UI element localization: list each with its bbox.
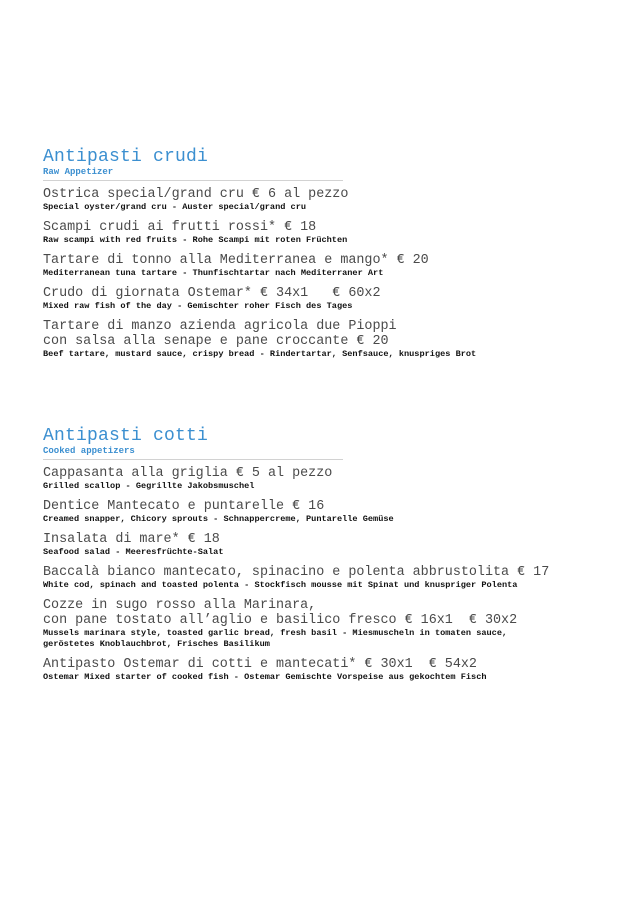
menu-item	[43, 657, 603, 683]
section-title: Antipasti crudi	[43, 147, 209, 167]
menu-item-name: Crudo di giornata Ostemar* € 34x1 € 60x2	[43, 286, 381, 301]
section-antipasti-crudi	[43, 148, 603, 367]
menu-item-name: Tartare di tonno alla Mediterranea e mango* € 20	[43, 253, 429, 268]
menu-item-description: Ostemar Mixed starter of cooked fish - Ostemar Gemischte Vorspeise aus gekochtem Fisch	[43, 672, 487, 682]
menu-item-name: Antipasto Ostemar di cotti e mantecati* € 30x1 € 54x2	[43, 657, 477, 672]
menu-item-name: Baccalà bianco mantecato, spinacino e polenta abbrustolita € 17	[43, 565, 550, 580]
menu-item-description: Beef tartare, mustard sauce, crispy bread - Rindertartar, Senfsauce, knuspriges Brot	[43, 349, 477, 359]
menu-item-name: Tartare di manzo azienda agricola due Pioppi	[43, 319, 397, 334]
menu-item-name: con salsa alla senape e pane croccante € 20	[43, 334, 389, 349]
section-subtitle: Cooked appetizers	[43, 446, 135, 456]
menu-item-description: Mediterranean tuna tartare - Thunfischtartar nach Mediterraner Art	[43, 268, 384, 278]
section-antipasti-cotti	[43, 427, 603, 690]
menu-item-description: White cod, spinach and toasted polenta - Stockfisch mousse mit Spinat und knuspriger Polenta	[43, 580, 518, 590]
menu-item	[43, 499, 603, 525]
menu-item-name: Cozze in sugo rosso alla Marinara,	[43, 598, 317, 613]
menu-item-name: Dentice Mantecato e puntarelle € 16	[43, 499, 325, 514]
menu-item-description: Grilled scallop - Gegrillte Jakobsmuschel	[43, 481, 255, 491]
menu-item-description: Seafood salad - Meeresfrüchte-Salat	[43, 547, 224, 557]
menu-item	[43, 286, 603, 312]
section-subtitle: Raw Appetizer	[43, 167, 114, 177]
menu-item	[43, 253, 603, 279]
menu-item-description: Raw scampi with red fruits - Rohe Scampi mit roten Früchten	[43, 235, 348, 245]
section-divider	[43, 459, 343, 460]
menu-item	[43, 565, 603, 591]
menu-item-description: Special oyster/grand cru - Auster special/grand cru	[43, 202, 307, 212]
menu-item-name: Insalata di mare* € 18	[43, 532, 220, 547]
section-divider	[43, 180, 343, 181]
menu-item	[43, 319, 603, 360]
menu-item-name: Cappasanta alla griglia € 5 al pezzo	[43, 466, 333, 481]
menu-item	[43, 532, 603, 558]
menu-item-description: Mussels marinara style, toasted garlic bread, fresh basil - Miesmuscheln in tomaten sauce,	[43, 628, 508, 638]
menu-item-name: Scampi crudi ai frutti rossi* € 18	[43, 220, 317, 235]
menu-item	[43, 598, 603, 650]
menu-item	[43, 220, 603, 246]
menu-item	[43, 187, 603, 213]
menu-item-description: geröstetes Knoblauchbrot, Frisches Basilikum	[43, 639, 270, 649]
menu-item	[43, 466, 603, 492]
section-title: Antipasti cotti	[43, 426, 209, 446]
menu-item-description: Mixed raw fish of the day - Gemischter roher Fisch des Tages	[43, 301, 353, 311]
menu-item-description: Creamed snapper, Chicory sprouts - Schnappercreme, Puntarelle Gemüse	[43, 514, 394, 524]
menu-item-name: Ostrica special/grand cru € 6 al pezzo	[43, 187, 349, 202]
menu-item-name: con pane tostato all’aglio e basilico fresco € 16x1 € 30x2	[43, 613, 518, 628]
